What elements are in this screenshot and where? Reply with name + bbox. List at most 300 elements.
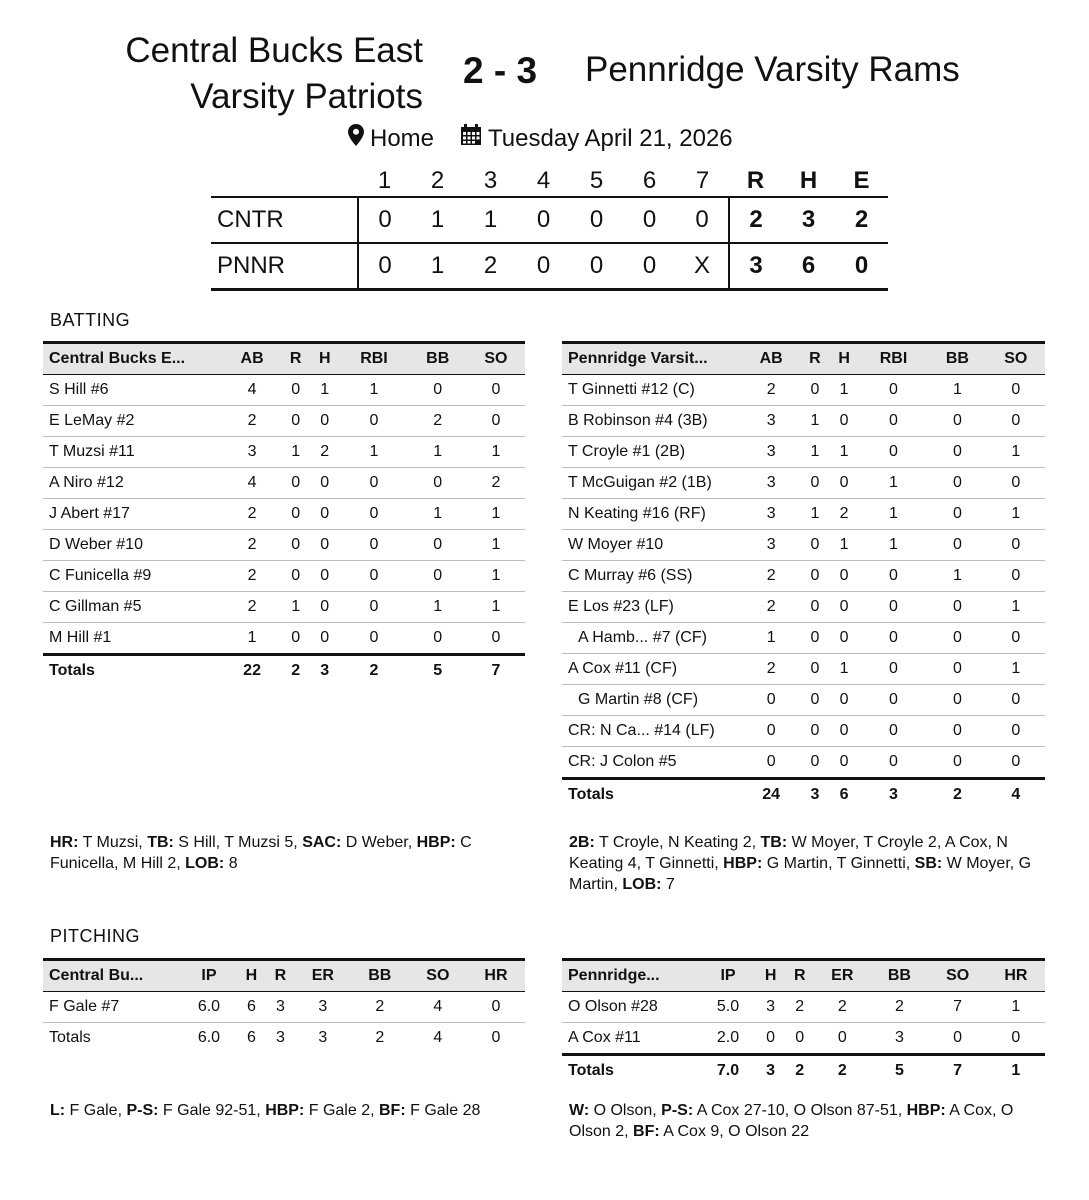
stat-cell: 0 xyxy=(310,468,339,499)
inning-header: 2 xyxy=(430,167,445,194)
player-name: T Ginnetti #12 (C) xyxy=(562,375,742,406)
stat-cell: 1 xyxy=(281,592,310,623)
inning-header: 4 xyxy=(536,167,551,194)
stat-column-header: AB xyxy=(759,350,783,367)
stat-cell: 0 xyxy=(859,654,929,685)
stat-cell: 0 xyxy=(339,530,408,561)
note-text: T Muzsi, xyxy=(78,834,148,851)
note-text: F Gale 2, xyxy=(304,1102,379,1119)
player-name: T Muzsi #11 xyxy=(43,437,223,468)
stat-cell: 0 xyxy=(800,747,829,779)
stat-cell: 1 xyxy=(742,623,800,654)
note-text: F Gale 28 xyxy=(405,1102,481,1119)
player-name: T Croyle #1 (2B) xyxy=(562,437,742,468)
totals-row xyxy=(43,1023,525,1054)
note-text: F Gale, xyxy=(65,1102,127,1119)
stat-cell: 2 xyxy=(742,375,800,406)
table-row xyxy=(43,623,525,655)
total-cell: 3 xyxy=(810,786,820,803)
stat-cell: 0 xyxy=(281,375,310,406)
note-label: LOB: xyxy=(622,876,662,893)
stat-cell: 2 xyxy=(742,654,800,685)
linescore-row-home xyxy=(211,243,888,290)
stat-cell: 1 xyxy=(830,437,859,468)
location-label: Home xyxy=(370,124,435,152)
stat-cell: 3 xyxy=(742,530,800,561)
stat-cell: 0 xyxy=(859,716,929,747)
stat-cell: 0 xyxy=(859,375,929,406)
inning-header: 7 xyxy=(695,167,710,194)
stat-cell: 3 xyxy=(756,992,785,1023)
stat-cell: 0 xyxy=(830,747,859,779)
stat-cell: 1 xyxy=(987,592,1045,623)
stat-cell: 1 xyxy=(467,499,525,530)
note-label: HBP: xyxy=(265,1102,305,1119)
player-name: W Moyer #10 xyxy=(562,530,742,561)
player-name: N Keating #16 (RF) xyxy=(562,499,742,530)
stat-cell: 2 xyxy=(223,561,281,592)
stat-cell: 6.0 xyxy=(181,992,237,1023)
player-name: G Martin #8 (CF) xyxy=(562,685,742,716)
note-text: W Moyer, T Croyle 2, A Cox, N Keating 4, T Ginnetti, xyxy=(569,834,1008,872)
table-row xyxy=(562,499,1045,530)
player-name: CR: J Colon #5 xyxy=(562,747,742,779)
player-name: C Murray #6 (SS) xyxy=(562,561,742,592)
table-header-row xyxy=(43,343,525,375)
stat-column-header: ER xyxy=(831,967,854,984)
inning-score: 0 xyxy=(358,243,411,290)
errors-total: 0 xyxy=(854,252,869,279)
final-score: 2 - 3 xyxy=(463,50,538,91)
linescore-table xyxy=(211,166,888,291)
stat-cell: 3 xyxy=(223,437,281,468)
stat-column-header: BB xyxy=(426,350,450,367)
stat-cell: 2 xyxy=(409,406,467,437)
inning-score: 0 xyxy=(642,206,657,233)
totals-label: Totals xyxy=(49,662,95,679)
stat-cell: 0 xyxy=(859,623,929,654)
note-label: SB: xyxy=(914,855,943,872)
total-cell: 2 xyxy=(291,662,301,679)
table-header-row xyxy=(43,960,525,992)
stat-cell: 0 xyxy=(409,530,467,561)
note-text: F Gale 92-51, xyxy=(158,1102,266,1119)
inning-score: 1 xyxy=(483,206,498,233)
inning-score: 2 xyxy=(483,252,498,279)
stat-cell: 0 xyxy=(785,1023,814,1055)
stat-cell: 0 xyxy=(928,468,986,499)
table-row xyxy=(43,437,525,468)
stat-cell: 1 xyxy=(310,375,339,406)
stat-cell: 0 xyxy=(800,530,829,561)
hits-total: 6 xyxy=(801,252,816,279)
stat-column-header: BB xyxy=(368,967,392,984)
stat-column-header: IP xyxy=(720,967,736,984)
player-name: CR: N Ca... #14 (LF) xyxy=(562,716,742,747)
stat-cell: 2 xyxy=(223,406,281,437)
stat-cell: 0 xyxy=(928,623,986,654)
total-cell: 3 xyxy=(275,1029,285,1046)
stat-cell: 0 xyxy=(987,406,1045,437)
total-cell: 4 xyxy=(433,1029,443,1046)
stat-cell: 0 xyxy=(928,499,986,530)
table-row xyxy=(562,747,1045,779)
total-cell: 6 xyxy=(839,786,849,803)
note-text: 8 xyxy=(224,855,238,872)
player-name: M Hill #1 xyxy=(43,623,223,655)
away-team-line1: Central Bucks East xyxy=(125,31,423,70)
stat-cell: 1 xyxy=(409,437,467,468)
stat-cell: 0 xyxy=(987,747,1045,779)
player-name: E Los #23 (LF) xyxy=(562,592,742,623)
stat-cell: 2 xyxy=(785,992,814,1023)
stat-cell: 0 xyxy=(339,499,408,530)
stat-cell: 0 xyxy=(742,685,800,716)
hits-total: 3 xyxy=(801,206,816,233)
totals-label: Totals xyxy=(568,1062,614,1079)
note-label: W: xyxy=(569,1102,590,1119)
player-name: C Gillman #5 xyxy=(43,592,223,623)
stat-cell: 0 xyxy=(756,1023,785,1055)
stat-cell: 0 xyxy=(859,592,929,623)
player-name: D Weber #10 xyxy=(43,530,223,561)
inning-score: X xyxy=(693,252,710,279)
stat-cell: 1 xyxy=(859,468,929,499)
stat-cell: 0 xyxy=(830,468,859,499)
stat-cell: 0 xyxy=(830,561,859,592)
stat-cell: 0 xyxy=(830,716,859,747)
stat-cell: 3 xyxy=(742,406,800,437)
stat-column-header: SO xyxy=(484,350,508,367)
stat-cell: 0 xyxy=(800,623,829,654)
stat-cell: 1 xyxy=(467,437,525,468)
table-row xyxy=(562,437,1045,468)
stat-cell: 1 xyxy=(800,437,829,468)
stat-cell: 0 xyxy=(800,468,829,499)
stat-cell: 4 xyxy=(409,992,467,1023)
totals-row xyxy=(43,655,525,687)
stat-cell: 0 xyxy=(281,530,310,561)
stat-cell: 1 xyxy=(800,406,829,437)
stat-cell: 1 xyxy=(928,375,986,406)
note-text: S Hill, T Muzsi 5, xyxy=(173,834,303,851)
inning-score: 0 xyxy=(695,206,709,233)
total-cell: 1 xyxy=(1011,1062,1021,1079)
note-text: G Martin, T Ginnetti, xyxy=(762,855,915,872)
stat-cell: 0 xyxy=(830,685,859,716)
table-row xyxy=(562,406,1045,437)
stat-cell: 0 xyxy=(987,375,1045,406)
inning-score: 0 xyxy=(589,206,604,233)
total-cell: 4 xyxy=(1011,786,1021,803)
stat-cell: 0 xyxy=(339,406,408,437)
stat-cell: 0 xyxy=(467,992,525,1023)
stat-cell: 3 xyxy=(870,1023,928,1055)
note-label: HBP: xyxy=(416,834,456,851)
stat-cell: 1 xyxy=(987,992,1045,1023)
stat-cell: 0 xyxy=(928,437,986,468)
stat-cell: 0 xyxy=(830,623,859,654)
total-cell: 24 xyxy=(762,786,781,803)
stat-cell: 0 xyxy=(409,375,467,406)
stat-cell: 4 xyxy=(223,468,281,499)
player-name: A Hamb... #7 (CF) xyxy=(562,623,742,654)
stat-cell: 0 xyxy=(987,623,1045,654)
stat-cell: 0 xyxy=(928,406,986,437)
stat-cell: 1 xyxy=(409,592,467,623)
team-column-header: Central Bucks E... xyxy=(49,350,186,367)
stat-cell: 5.0 xyxy=(700,992,756,1023)
player-name: J Abert #17 xyxy=(43,499,223,530)
stat-cell: 1 xyxy=(339,437,408,468)
stat-cell: 0 xyxy=(814,1023,870,1055)
stat-cell: 0 xyxy=(310,561,339,592)
stat-cell: 1 xyxy=(859,530,929,561)
inning-header: 6 xyxy=(642,167,657,194)
stat-cell: 0 xyxy=(987,685,1045,716)
stat-cell: 2 xyxy=(830,499,859,530)
stat-cell: 0 xyxy=(859,685,929,716)
stat-cell: 1 xyxy=(800,499,829,530)
total-cell: 5 xyxy=(433,662,443,679)
home-pitching-notes xyxy=(569,1100,1044,1142)
away-pitching-notes xyxy=(50,1100,525,1121)
totals-row xyxy=(562,1055,1045,1087)
hits-header: H xyxy=(799,167,818,194)
player-name: B Robinson #4 (3B) xyxy=(562,406,742,437)
stat-cell: 0 xyxy=(310,530,339,561)
stat-cell: 0 xyxy=(281,406,310,437)
table-row xyxy=(562,716,1045,747)
note-text: D Weber, xyxy=(341,834,417,851)
stat-cell: 0 xyxy=(310,592,339,623)
note-label: SAC: xyxy=(302,834,342,851)
player-name: A Cox #11 xyxy=(562,1023,700,1055)
total-cell: 7.0 xyxy=(716,1062,740,1079)
table-row xyxy=(562,654,1045,685)
totals-label: Totals xyxy=(568,786,614,803)
linescore-header xyxy=(211,166,888,197)
stat-cell: 1 xyxy=(830,375,859,406)
stat-cell: 0 xyxy=(800,375,829,406)
stat-cell: 0 xyxy=(928,592,986,623)
runs-total: 2 xyxy=(729,197,782,243)
player-name: O Olson #28 xyxy=(562,992,700,1023)
total-cell: 6.0 xyxy=(197,1029,221,1046)
stat-cell: 0 xyxy=(800,654,829,685)
stat-cell: 0 xyxy=(409,623,467,655)
stat-cell: 0 xyxy=(859,406,929,437)
total-cell: 7 xyxy=(953,1062,963,1079)
stat-cell: 0 xyxy=(830,592,859,623)
stat-cell: 6 xyxy=(237,992,266,1023)
stat-cell: 2.0 xyxy=(700,1023,756,1055)
stat-cell: 1 xyxy=(409,499,467,530)
player-name: C Funicella #9 xyxy=(43,561,223,592)
calendar-icon xyxy=(460,124,488,153)
inning-score: 0 xyxy=(536,206,551,233)
stat-cell: 7 xyxy=(929,992,987,1023)
stat-column-header: HR xyxy=(484,967,508,984)
team-abbrev: CNTR xyxy=(217,206,284,233)
total-cell: 3 xyxy=(320,662,330,679)
stat-cell: 0 xyxy=(987,561,1045,592)
stat-cell: 0 xyxy=(310,499,339,530)
stat-column-header: H xyxy=(838,350,850,367)
stat-column-header: IP xyxy=(201,967,217,984)
stat-cell: 1 xyxy=(467,561,525,592)
note-text: W Moyer, G Martin, xyxy=(569,855,1032,893)
stat-cell: 0 xyxy=(928,747,986,779)
total-cell: 7 xyxy=(491,662,501,679)
stat-cell: 1 xyxy=(987,499,1045,530)
table-row xyxy=(562,592,1045,623)
stat-cell: 2 xyxy=(870,992,928,1023)
table-row xyxy=(562,992,1045,1023)
totals-label: Totals xyxy=(49,1029,91,1046)
table-row xyxy=(43,499,525,530)
note-text: T Croyle, N Keating 2, xyxy=(594,834,761,851)
stat-cell: 0 xyxy=(800,561,829,592)
errors-total: 2 xyxy=(854,206,869,233)
stat-cell: 2 xyxy=(742,561,800,592)
stat-cell: 0 xyxy=(859,437,929,468)
stat-cell: 2 xyxy=(467,468,525,499)
linescore-row-away xyxy=(211,197,888,243)
stat-cell: 2 xyxy=(742,592,800,623)
inning-score: 0 xyxy=(589,252,604,279)
home-batting-notes xyxy=(569,832,1044,895)
stat-column-header: SO xyxy=(426,967,450,984)
stat-cell: 0 xyxy=(987,716,1045,747)
stat-cell: 0 xyxy=(859,747,929,779)
stat-cell: 2 xyxy=(351,992,409,1023)
total-cell: 3 xyxy=(766,1062,776,1079)
stat-column-header: H xyxy=(245,967,258,984)
game-meta xyxy=(348,124,733,153)
stat-cell: 2 xyxy=(223,592,281,623)
stat-cell: 1 xyxy=(859,499,929,530)
stat-cell: 0 xyxy=(742,747,800,779)
stat-cell: 0 xyxy=(467,406,525,437)
runs-total: 3 xyxy=(729,243,782,290)
stat-cell: 1 xyxy=(987,437,1045,468)
home-batting-table xyxy=(562,341,1045,810)
total-cell: 2 xyxy=(952,786,962,803)
note-label: BF: xyxy=(633,1123,660,1140)
batting-section-title: BATTING xyxy=(50,310,131,330)
location-pin-icon xyxy=(348,124,370,153)
team-abbrev: PNNR xyxy=(217,252,286,279)
note-label: LOB: xyxy=(185,855,225,872)
team-column-header: Pennridge... xyxy=(568,967,660,984)
note-text: A Cox 27-10, O Olson 87-51, xyxy=(693,1102,907,1119)
note-label: BF: xyxy=(379,1102,406,1119)
team-column-header: Pennridge Varsit... xyxy=(568,350,708,367)
player-name: E LeMay #2 xyxy=(43,406,223,437)
totals-row xyxy=(562,779,1045,811)
stat-cell: 3 xyxy=(742,468,800,499)
stat-cell: 0 xyxy=(928,530,986,561)
stat-column-header: H xyxy=(318,350,331,367)
stat-cell: 0 xyxy=(339,623,408,655)
stat-cell: 0 xyxy=(310,406,339,437)
stat-column-header: AB xyxy=(240,350,264,367)
total-cell: 3 xyxy=(318,1029,328,1046)
note-label: TB: xyxy=(147,834,174,851)
note-label: HR: xyxy=(50,834,79,851)
table-row xyxy=(562,685,1045,716)
stat-cell: 3 xyxy=(266,992,295,1023)
note-label: P-S: xyxy=(126,1102,159,1119)
stat-column-header: R xyxy=(289,350,302,367)
player-name: T McGuigan #2 (1B) xyxy=(562,468,742,499)
table-row xyxy=(43,530,525,561)
stat-column-header: HR xyxy=(1004,967,1028,984)
pitching-section-title: PITCHING xyxy=(50,926,141,946)
stat-cell: 0 xyxy=(928,685,986,716)
stat-cell: 0 xyxy=(800,716,829,747)
inning-score: 0 xyxy=(642,252,657,279)
table-row xyxy=(562,1023,1045,1055)
player-name: S Hill #6 xyxy=(43,375,223,406)
home-team-name: Pennridge Varsity Rams xyxy=(585,50,960,89)
total-cell: 2 xyxy=(375,1029,385,1046)
note-text: A Cox, O Olson 2, xyxy=(569,1102,1014,1140)
game-date: Tuesday April 21, 2026 xyxy=(488,124,733,152)
inning-score: 0 xyxy=(536,252,551,279)
stat-column-header: RBI xyxy=(360,350,388,367)
stat-cell: 0 xyxy=(987,530,1045,561)
stat-cell: 0 xyxy=(800,685,829,716)
table-row xyxy=(43,992,525,1023)
total-cell: 3 xyxy=(889,786,898,803)
away-batting-table xyxy=(43,341,525,686)
stat-cell: 2 xyxy=(223,499,281,530)
stat-cell: 0 xyxy=(281,623,310,655)
total-cell: 2 xyxy=(795,1062,805,1079)
inning-header: 1 xyxy=(377,167,392,194)
stat-cell: 0 xyxy=(987,1023,1045,1055)
stat-cell: 1 xyxy=(339,375,408,406)
stat-cell: 4 xyxy=(223,375,281,406)
stat-cell: 0 xyxy=(859,561,929,592)
note-label: L: xyxy=(50,1102,66,1119)
stat-cell: 0 xyxy=(800,592,829,623)
stat-cell: 2 xyxy=(814,992,870,1023)
note-text: O Olson, xyxy=(589,1102,662,1119)
table-row xyxy=(562,530,1045,561)
stat-cell: 0 xyxy=(409,561,467,592)
away-team-name xyxy=(60,28,423,120)
stat-cell: 0 xyxy=(281,468,310,499)
table-row xyxy=(562,561,1045,592)
total-cell: 22 xyxy=(243,662,261,679)
runs-header: R xyxy=(746,167,765,194)
stat-cell: 0 xyxy=(928,654,986,685)
stat-cell: 0 xyxy=(742,716,800,747)
note-text: A Cox 9, O Olson 22 xyxy=(659,1123,810,1140)
note-label: P-S: xyxy=(661,1102,694,1119)
stat-cell: 2 xyxy=(223,530,281,561)
stat-column-header: RBI xyxy=(879,350,908,367)
stat-cell: 1 xyxy=(987,654,1045,685)
stat-cell: 3 xyxy=(742,499,800,530)
table-row xyxy=(43,468,525,499)
stat-cell: 0 xyxy=(830,406,859,437)
note-label: 2B: xyxy=(569,834,595,851)
stat-column-header: BB xyxy=(887,967,911,984)
